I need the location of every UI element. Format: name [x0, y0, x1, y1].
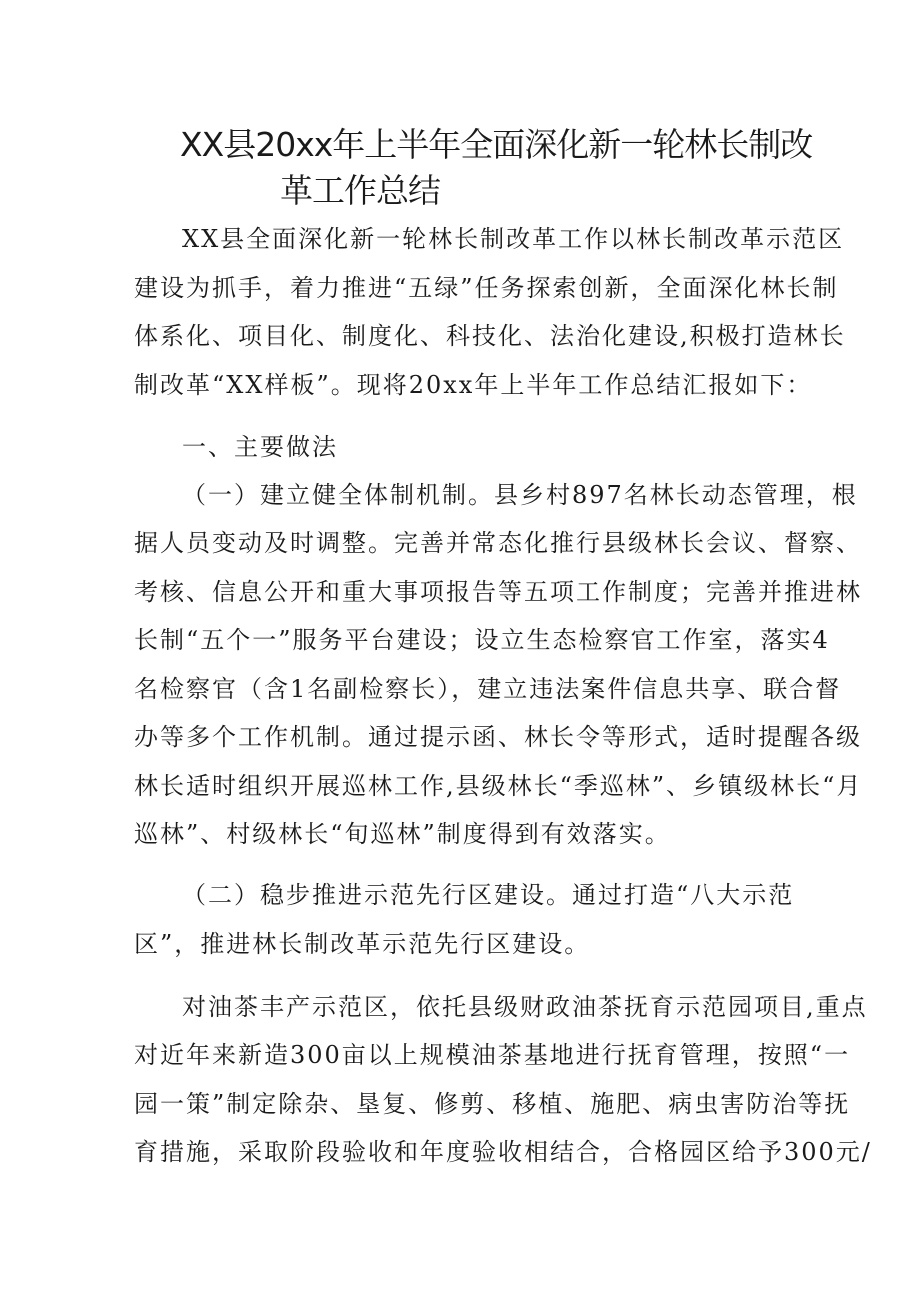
paragraph-line: 区”，推进林长制改革示范先行区建设。 — [134, 930, 591, 958]
paragraph-line: 办等多个工作机制。通过提示函、林长令等形式，适时提醒各级 — [134, 723, 862, 751]
paragraph-line: 巡林”、村级林长“旬巡林”制度得到有效落实。 — [134, 820, 671, 848]
paragraph-line: 考核、信息公开和重大事项报告等五项工作制度；完善并推进林 — [134, 578, 862, 606]
paragraph-line: 制改革“XX样板”。现将20xx年上半年工作总结汇报如下： — [134, 371, 813, 399]
paragraph-line: 林长适时组织开展巡林工作,县级林长“季巡林”、乡镇级林长“月 — [134, 772, 863, 800]
paragraph-line: （二）稳步推进示范先行区建设。通过打造“八大示范 — [182, 881, 795, 909]
document-title-line-2: 革工作总结 — [280, 171, 440, 210]
paragraph-line: 对油茶丰产示范区，依托县级财政油茶抚育示范园项目,重点 — [182, 993, 868, 1021]
section-heading: 一、主要做法 — [182, 433, 338, 461]
paragraph-line: 长制“五个一”服务平台建设；设立生态检察官工作室，落实4 — [134, 626, 830, 654]
document-title-line-1: XX县20xx年上半年全面深化新一轮林长制改 — [180, 125, 813, 164]
paragraph-line: 据人员变动及时调整。完善并常态化推行县级林长会议、督察、 — [134, 529, 862, 557]
paragraph-line: 对近年来新造300亩以上规模油茶基地进行抚育管理，按照“一 — [134, 1041, 851, 1069]
paragraph-line: 体系化、项目化、制度化、科技化、法治化建设,积极打造林长 — [134, 322, 846, 350]
paragraph-line: 育措施，采取阶段验收和年度验收相结合，合格园区给予300元/ — [134, 1138, 872, 1166]
paragraph-line: （一）建立健全体制机制。县乡村897名林长动态管理，根 — [182, 481, 858, 509]
paragraph-line: 建设为抓手，着力推进“五绿”任务探索创新，全面深化林长制 — [134, 274, 839, 302]
paragraph-line: XX县全面深化新一轮林长制改革工作以林长制改革示范区 — [182, 225, 845, 253]
paragraph-line: 园一策”制定除杂、垦复、修剪、移植、施肥、病虫害防治等抚 — [134, 1090, 851, 1118]
paragraph-line: 名检察官（含1名副检察长），建立违法案件信息共享、联合督 — [134, 675, 842, 703]
